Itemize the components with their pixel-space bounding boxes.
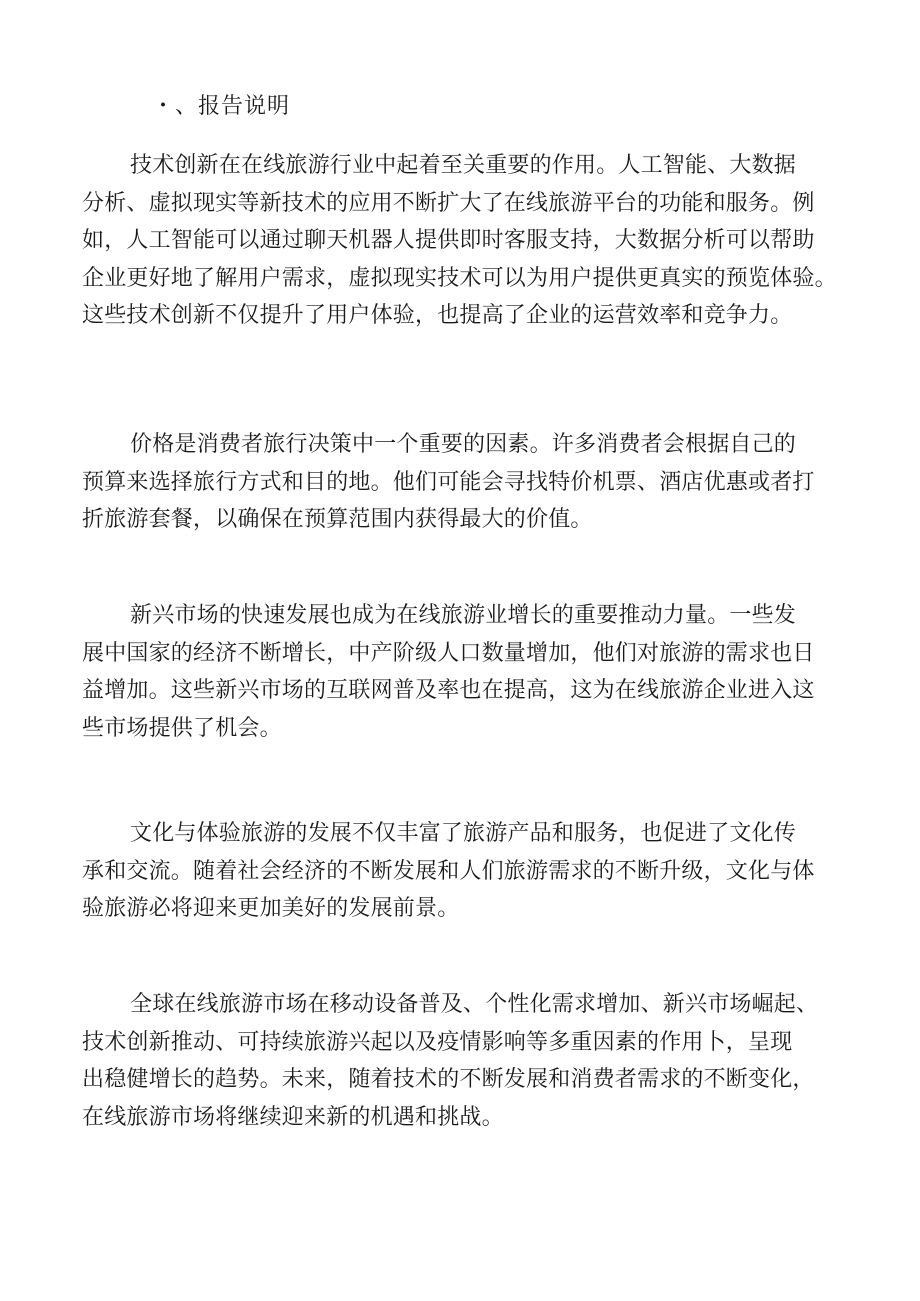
paragraph-line: 益增加。这些新兴市场的互联网普及率也在提高，这为在线旅游企业进入这: [82, 678, 815, 703]
paragraph-line: 分析、虚拟现实等新技术的应用不断扩大了在线旅游平台的功能和服务。例: [82, 190, 815, 216]
paragraph-line: 验旅游必将迎来更加美好的发展前景。: [82, 896, 460, 921]
paragraph-tech-innovation: [82, 147, 842, 335]
section-heading: ・、报告说明: [152, 94, 291, 119]
paragraph-line: 些市场提供了机会。: [82, 715, 282, 741]
paragraph-line: 全球在线旅游市场在移动设备普及、个性化需求增加、新兴市场崛起、: [130, 992, 819, 1017]
paragraph-line: 出稳健增长的趋势。未来，随着技术的不断发展和消费者需求的不断变化，: [82, 1067, 815, 1092]
paragraph-line: 新兴市场的快速发展也成为在线旅游业增长的重要推动力量。一些发: [130, 603, 797, 628]
paragraph-line: 展中国家的经济不断增长，中产阶级人口数量增加，他们对旅游的需求也日: [82, 640, 815, 666]
paragraph-price: [82, 426, 842, 539]
paragraph-line: 在线旅游市场将继续迎来新的机遇和挑战。: [82, 1104, 504, 1130]
paragraph-culture-tourism: [82, 815, 842, 928]
paragraph-line: 折旅游套餐，以确保在预算范围内获得最大的价值。: [82, 507, 593, 532]
paragraph-line: 企业更好地了解用户需求，虚拟现实技术可以为用户提供更真实的预览体验。: [82, 265, 837, 291]
paragraph-global-market: [82, 986, 842, 1136]
paragraph-line: 这些技术创新不仅提升了用户体验，也提高了企业的运营效率和竞争力。: [82, 303, 793, 328]
paragraph-line: 承和交流。随着社会经济的不断发展和人们旅游需求的不断升级，文化与体: [82, 858, 815, 884]
paragraph-line: 价格是消费者旅行决策中一个重要的因素。许多消费者会根据自己的: [130, 432, 797, 457]
paragraph-line: 如，人工智能可以通过聊天机器人提供即时客服支持，大数据分析可以帮助: [82, 228, 815, 253]
paragraph-line: 预算来选择旅行方式和目的地。他们可能会寻找特价机票、酒店优惠或者打: [82, 469, 815, 495]
paragraph-line: 技术创新推动、可持续旅游兴起以及疫情影响等多重因素的作用卜，呈现: [82, 1029, 793, 1055]
paragraph-line: 文化与体验旅游的发展不仅丰富了旅游产品和服务，也促进了文化传: [130, 821, 797, 846]
paragraph-emerging-markets: [82, 597, 842, 747]
paragraph-line: 技术创新在在线旅游行业中起着至关重要的作用。人工智能、大数据: [130, 153, 797, 178]
